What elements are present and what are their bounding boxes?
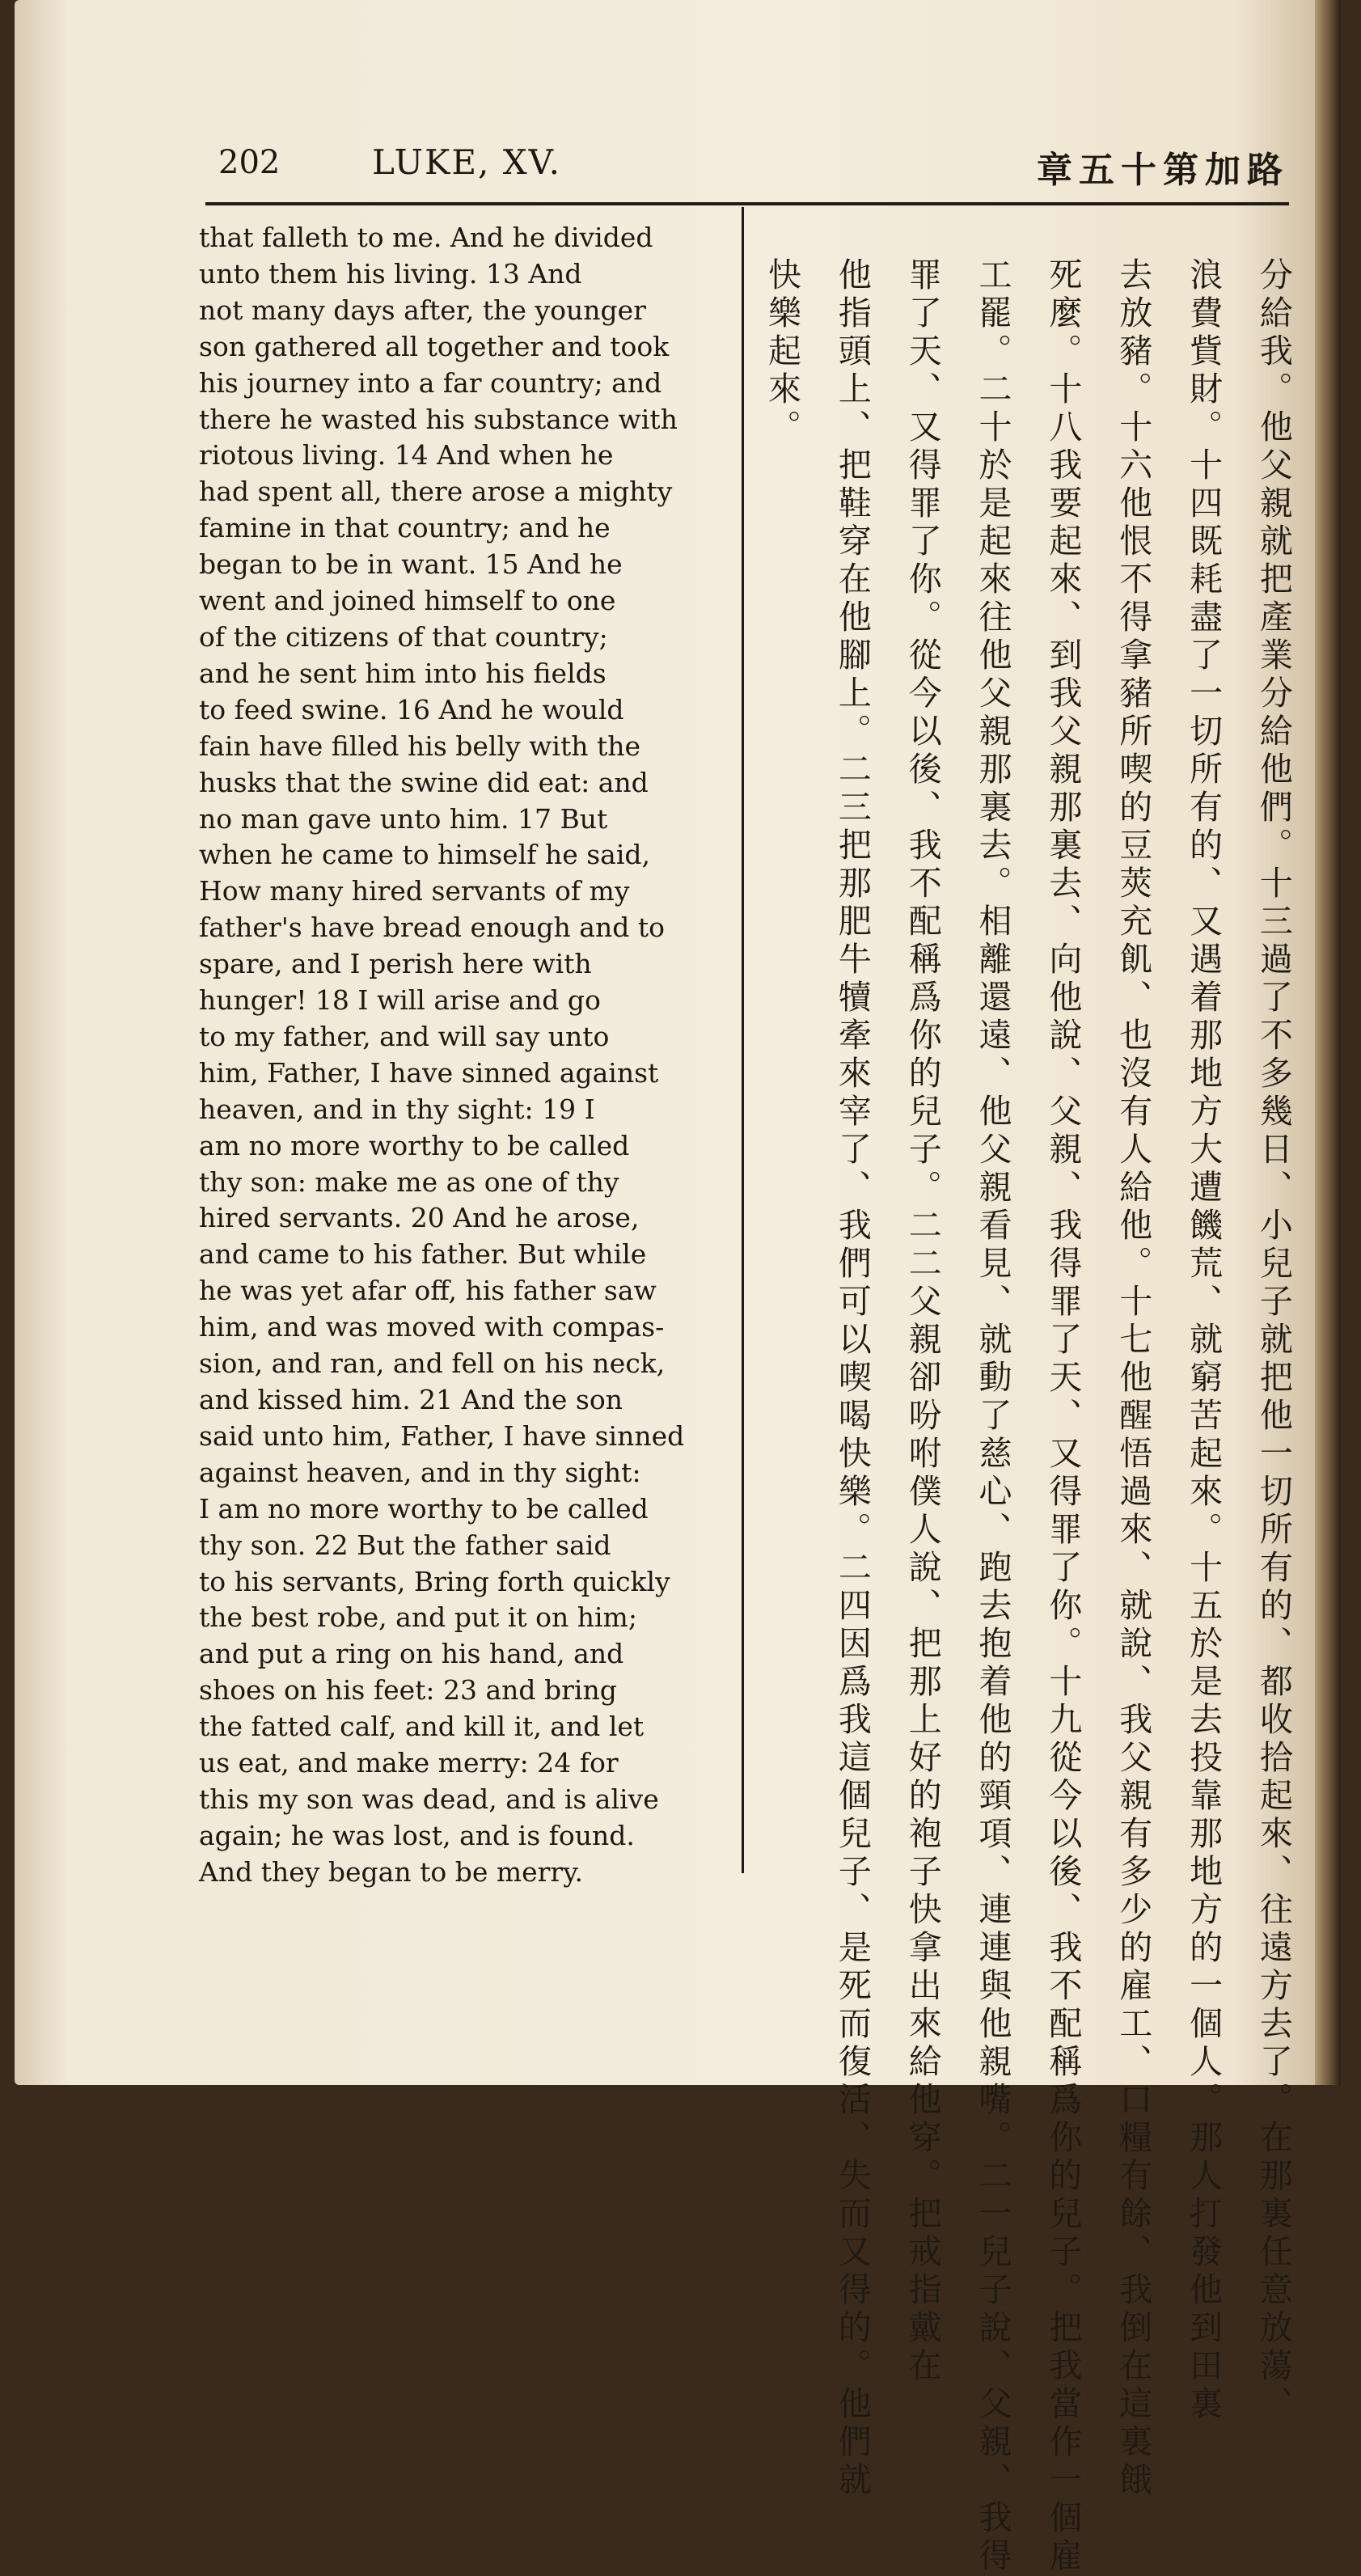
chinese-line: 他指頭上、把鞋穿在他腳上。二三把那肥牛犢牽來宰了、我們可以喫喝快樂。二四因爲我這個兒子、是死而復活、失而又得的。他們就 — [832, 257, 872, 2500]
page-edge — [1315, 0, 1341, 2085]
chinese-text-column — [760, 257, 1294, 2576]
page-header — [205, 136, 1289, 201]
page-number: 202 — [218, 144, 281, 181]
chinese-line: 分給我。他父親就把產業分給他們。十三過了不多幾日、小兒子就把他一切所有的、都收拾起來、往遠方去了。在那裏任意放蕩、 — [1253, 257, 1293, 2424]
chinese-running-head: 路加第十五章 — [1037, 150, 1289, 191]
chinese-line: 罪了天、又得罪了你。從今以後、我不配稱爲你的兒子。二二父親卻吩咐僕人說、把那上好的袍子快拿出來給他穿。把戒指戴在 — [902, 257, 942, 2386]
book-page — [15, 0, 1341, 2576]
chinese-line: 浪費貲財。十四既耗盡了一切所有的、又遇着那地方大遭饑荒、就窮苦起來。十五於是去投靠那地方的一個人。那人打發他到田裏 — [1184, 257, 1224, 2424]
header-rule — [205, 202, 1289, 205]
chinese-line: 去放豬。十六他恨不得拿豬所喫的豆莢充飢、也沒有人給他。十七他醒悟過來、就說、我父親有多少的雇工、口糧有餘、我倒在這裏餓 — [1114, 257, 1153, 2500]
running-head: LUKE, XV. — [372, 142, 561, 182]
chinese-line: 死麼。十八我要起來、到我父親那裏去、向他說、父親、我得罪了天、又得罪了你。十九從今以後、我不配稱爲你的兒子。把我當作一個雇 — [1043, 257, 1083, 2576]
chinese-line: 快樂起來。 — [763, 257, 801, 447]
english-text-column: that falleth to me. And he divided unto them his living. 13 And not many days after, the younger son gathered all together and took his journey into a far country; and there he wasted his substance with riotous living. 14 And when he had spent all, there arose a mighty famine in that country; and he began to be in want. 15 And he went and joined himself to one of the citizens of that country; and he sent him into his fields to feed swine. 16 And he would fain have filled his belly with the husks that the swine did eat: and no man gave unto him. 17 But when he came to himself he said, How many hired servants of my father's have bread enough and to spare, and I perish here with hunger! 18 I will arise and go to my father, and will say unto him, Father, I have sinned against heaven, and in thy sight: 19 I am no more worthy to be called thy son: make me as one of thy hired servants. 20 And he arose, and came to his father. But while he was yet afar off, his father saw him, and was moved with compas- sion, and ran, and fell on his neck, and kissed him. 21 And the son said unto him, Father, I have sinned against heaven, and in thy sight: I am no more worthy to be called thy son. 22 But the father said to his servants, Bring forth quickly the best robe, and put it on him; and put a ring on his hand, and shoes on his feet: 23 and bring the fatted calf, and kill it, and let us eat, and make merry: 24 for this my son was dead, and is alive again; he was lost, and is found. And they began to be merry. — [199, 222, 685, 1888]
chinese-line: 工罷。二十於是起來往他父親那裏去。相離還遠、他父親看見、就動了慈心、跑去抱着他的頸項、連連與他親嘴。二一兒子說、父親、我得 — [973, 257, 1012, 2576]
column-divider — [742, 207, 744, 1873]
